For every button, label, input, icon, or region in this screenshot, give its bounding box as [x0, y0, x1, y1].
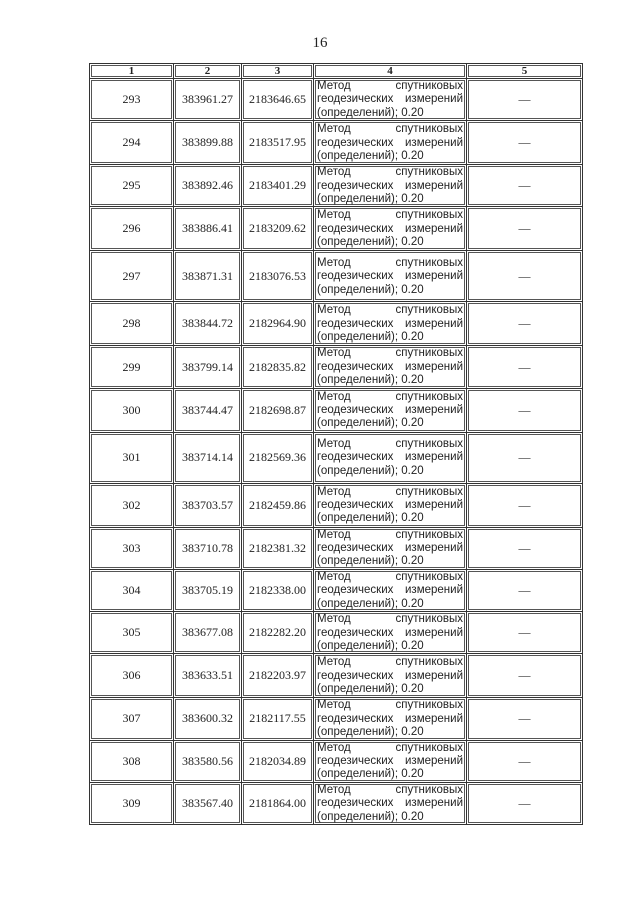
method-word-4: измерений: [405, 179, 463, 192]
table-row: [90, 121, 583, 165]
method-word-4: измерений: [405, 626, 463, 639]
header-col-4: 4: [314, 64, 467, 79]
coord-y: 2182569.36: [242, 432, 314, 483]
method-word-1: Метод: [317, 347, 351, 360]
col5-value: —: [467, 165, 583, 207]
table-row: [90, 251, 583, 302]
method-word-1: Метод: [317, 166, 351, 179]
col5-value: —: [467, 79, 583, 121]
method-word-2: спутниковых: [395, 613, 463, 626]
method-word-3: геодезических: [317, 403, 394, 416]
table-row: [90, 569, 583, 611]
col5-value: —: [467, 388, 583, 432]
col5-value: —: [467, 782, 583, 824]
header-col-2: 2: [174, 64, 242, 79]
point-number: 308: [90, 740, 174, 782]
table-row: [90, 346, 583, 388]
method-word-3: геодезических: [317, 360, 394, 373]
table-row: [90, 698, 583, 740]
col5-value: —: [467, 612, 583, 654]
coord-x: 383705.19: [174, 569, 242, 611]
method-word-4: измерений: [405, 542, 463, 555]
table-row: [90, 388, 583, 432]
method-word-3: геодезических: [317, 498, 394, 511]
table-row: [90, 483, 583, 527]
method-description: [314, 165, 467, 207]
method-word-1: Метод: [317, 304, 351, 317]
method-description: [314, 483, 467, 527]
method-word-3: геодезических: [317, 179, 394, 192]
coord-x: 383744.47: [174, 388, 242, 432]
method-word-2: спутниковых: [395, 656, 463, 669]
coord-y: 2183209.62: [242, 207, 314, 251]
method-word-4: измерений: [405, 754, 463, 767]
method-line-3: (определений); 0.20: [317, 331, 424, 344]
method-description: [314, 527, 467, 569]
method-description: [314, 207, 467, 251]
method-line-3: (определений); 0.20: [317, 464, 424, 477]
method-word-2: спутниковых: [395, 209, 463, 222]
method-word-4: измерений: [405, 712, 463, 725]
col5-value: —: [467, 251, 583, 302]
method-word-1: Метод: [317, 209, 351, 222]
method-word-1: Метод: [317, 613, 351, 626]
point-number: 305: [90, 612, 174, 654]
method-line-3: (определений); 0.20: [317, 149, 424, 162]
point-number: 309: [90, 782, 174, 824]
table-row: [90, 740, 583, 782]
method-word-1: Метод: [317, 656, 351, 669]
method-word-4: измерений: [405, 317, 463, 330]
method-word-2: спутниковых: [395, 256, 463, 269]
table-row: [90, 612, 583, 654]
point-number: 294: [90, 121, 174, 165]
coord-y: 2182964.90: [242, 302, 314, 346]
point-number: 299: [90, 346, 174, 388]
method-line-3: (определений); 0.20: [317, 236, 424, 249]
method-word-1: Метод: [317, 256, 351, 269]
method-word-4: измерений: [405, 498, 463, 511]
coord-y: 2182835.82: [242, 346, 314, 388]
method-word-2: спутниковых: [395, 485, 463, 498]
method-word-3: геодезических: [317, 93, 394, 106]
method-word-1: Метод: [317, 390, 351, 403]
method-word-4: измерений: [405, 270, 463, 283]
coord-y: 2182338.00: [242, 569, 314, 611]
method-word-4: измерений: [405, 451, 463, 464]
method-line-3: (определений); 0.20: [317, 683, 424, 696]
table-body: [90, 79, 583, 825]
method-word-3: геодезических: [317, 754, 394, 767]
method-word-2: спутниковых: [395, 783, 463, 796]
method-line-3: (определений); 0.20: [317, 512, 424, 525]
method-line-3: (определений); 0.20: [317, 639, 424, 652]
method-word-4: измерений: [405, 797, 463, 810]
coordinates-table: [89, 63, 583, 825]
point-number: 293: [90, 79, 174, 121]
method-line-3: (определений); 0.20: [317, 768, 424, 781]
coord-y: 2183646.65: [242, 79, 314, 121]
method-description: [314, 251, 467, 302]
coord-x: 383714.14: [174, 432, 242, 483]
method-line-3: (определений); 0.20: [317, 374, 424, 387]
method-word-2: спутниковых: [395, 166, 463, 179]
method-description: [314, 654, 467, 698]
coord-x: 383703.57: [174, 483, 242, 527]
coord-x: 383886.41: [174, 207, 242, 251]
header-col-5: 5: [467, 64, 583, 79]
coord-x: 383580.56: [174, 740, 242, 782]
method-word-4: измерений: [405, 403, 463, 416]
col5-value: —: [467, 302, 583, 346]
method-word-3: геодезических: [317, 797, 394, 810]
col5-value: —: [467, 654, 583, 698]
coord-y: 2182282.20: [242, 612, 314, 654]
header-col-3: 3: [242, 64, 314, 79]
method-line-3: (определений); 0.20: [317, 810, 424, 823]
point-number: 296: [90, 207, 174, 251]
table-row: [90, 432, 583, 483]
method-word-2: спутниковых: [395, 304, 463, 317]
col5-value: —: [467, 432, 583, 483]
coord-y: 2183401.29: [242, 165, 314, 207]
method-word-3: геодезических: [317, 542, 394, 555]
method-word-4: измерений: [405, 669, 463, 682]
method-word-2: спутниковых: [395, 741, 463, 754]
method-word-1: Метод: [317, 123, 351, 136]
point-number: 301: [90, 432, 174, 483]
method-line-3: (определений); 0.20: [317, 417, 424, 430]
method-line-3: (определений); 0.20: [317, 597, 424, 610]
table-row: [90, 527, 583, 569]
coord-x: 383677.08: [174, 612, 242, 654]
col5-value: —: [467, 483, 583, 527]
method-word-3: геодезических: [317, 270, 394, 283]
method-description: [314, 698, 467, 740]
method-word-2: спутниковых: [395, 699, 463, 712]
method-line-3: (определений); 0.20: [317, 106, 424, 119]
coord-y: 2182459.86: [242, 483, 314, 527]
method-word-1: Метод: [317, 485, 351, 498]
method-word-1: Метод: [317, 699, 351, 712]
coord-x: 383892.46: [174, 165, 242, 207]
coord-y: 2183517.95: [242, 121, 314, 165]
table-row: [90, 207, 583, 251]
method-description: [314, 346, 467, 388]
method-word-1: Метод: [317, 528, 351, 541]
method-line-3: (определений); 0.20: [317, 283, 424, 296]
method-description: [314, 388, 467, 432]
method-word-4: измерений: [405, 360, 463, 373]
method-word-3: геодезических: [317, 451, 394, 464]
method-description: [314, 740, 467, 782]
col5-value: —: [467, 569, 583, 611]
method-word-3: геодезических: [317, 584, 394, 597]
coord-x: 383961.27: [174, 79, 242, 121]
method-description: [314, 432, 467, 483]
point-number: 295: [90, 165, 174, 207]
point-number: 303: [90, 527, 174, 569]
col5-value: —: [467, 740, 583, 782]
point-number: 297: [90, 251, 174, 302]
point-number: 307: [90, 698, 174, 740]
method-word-1: Метод: [317, 438, 351, 451]
coord-y: 2182034.89: [242, 740, 314, 782]
method-description: [314, 302, 467, 346]
method-word-1: Метод: [317, 570, 351, 583]
method-word-3: геодезических: [317, 626, 394, 639]
method-description: [314, 782, 467, 824]
coord-x: 383799.14: [174, 346, 242, 388]
method-word-4: измерений: [405, 584, 463, 597]
method-word-3: геодезических: [317, 222, 394, 235]
coord-x: 383710.78: [174, 527, 242, 569]
method-word-2: спутниковых: [395, 438, 463, 451]
table-row: [90, 302, 583, 346]
method-word-2: спутниковых: [395, 390, 463, 403]
method-description: [314, 612, 467, 654]
method-word-4: измерений: [405, 222, 463, 235]
coord-x: 383567.40: [174, 782, 242, 824]
coord-y: 2182381.32: [242, 527, 314, 569]
method-description: [314, 79, 467, 121]
col5-value: —: [467, 121, 583, 165]
col5-value: —: [467, 346, 583, 388]
table-row: [90, 782, 583, 824]
method-word-2: спутниковых: [395, 570, 463, 583]
coord-x: 383899.88: [174, 121, 242, 165]
col5-value: —: [467, 527, 583, 569]
table-row: [90, 165, 583, 207]
method-word-1: Метод: [317, 783, 351, 796]
method-word-2: спутниковых: [395, 528, 463, 541]
method-description: [314, 569, 467, 611]
method-word-4: измерений: [405, 136, 463, 149]
coord-x: 383844.72: [174, 302, 242, 346]
method-word-3: геодезических: [317, 712, 394, 725]
method-word-3: геодезических: [317, 136, 394, 149]
method-word-3: геодезических: [317, 317, 394, 330]
coord-y: 2183076.53: [242, 251, 314, 302]
method-line-3: (определений); 0.20: [317, 726, 424, 739]
point-number: 298: [90, 302, 174, 346]
coord-x: 383871.31: [174, 251, 242, 302]
coord-x: 383600.32: [174, 698, 242, 740]
col5-value: —: [467, 207, 583, 251]
method-word-3: геодезических: [317, 669, 394, 682]
method-description: [314, 121, 467, 165]
method-word-2: спутниковых: [395, 347, 463, 360]
method-word-2: спутниковых: [395, 123, 463, 136]
coord-y: 2182117.55: [242, 698, 314, 740]
table-row: [90, 654, 583, 698]
table-header-row: [90, 64, 583, 79]
table-row: [90, 79, 583, 121]
coord-y: 2182203.97: [242, 654, 314, 698]
method-line-3: (определений); 0.20: [317, 555, 424, 568]
coord-y: 2181864.00: [242, 782, 314, 824]
point-number: 300: [90, 388, 174, 432]
coord-x: 383633.51: [174, 654, 242, 698]
method-word-4: измерений: [405, 93, 463, 106]
col5-value: —: [467, 698, 583, 740]
point-number: 302: [90, 483, 174, 527]
coord-y: 2182698.87: [242, 388, 314, 432]
point-number: 306: [90, 654, 174, 698]
method-word-1: Метод: [317, 741, 351, 754]
point-number: 304: [90, 569, 174, 611]
method-word-1: Метод: [317, 80, 351, 92]
header-col-1: 1: [90, 64, 174, 79]
page-number: 16: [312, 35, 328, 51]
method-word-2: спутниковых: [395, 80, 463, 92]
method-line-3: (определений); 0.20: [317, 193, 424, 206]
